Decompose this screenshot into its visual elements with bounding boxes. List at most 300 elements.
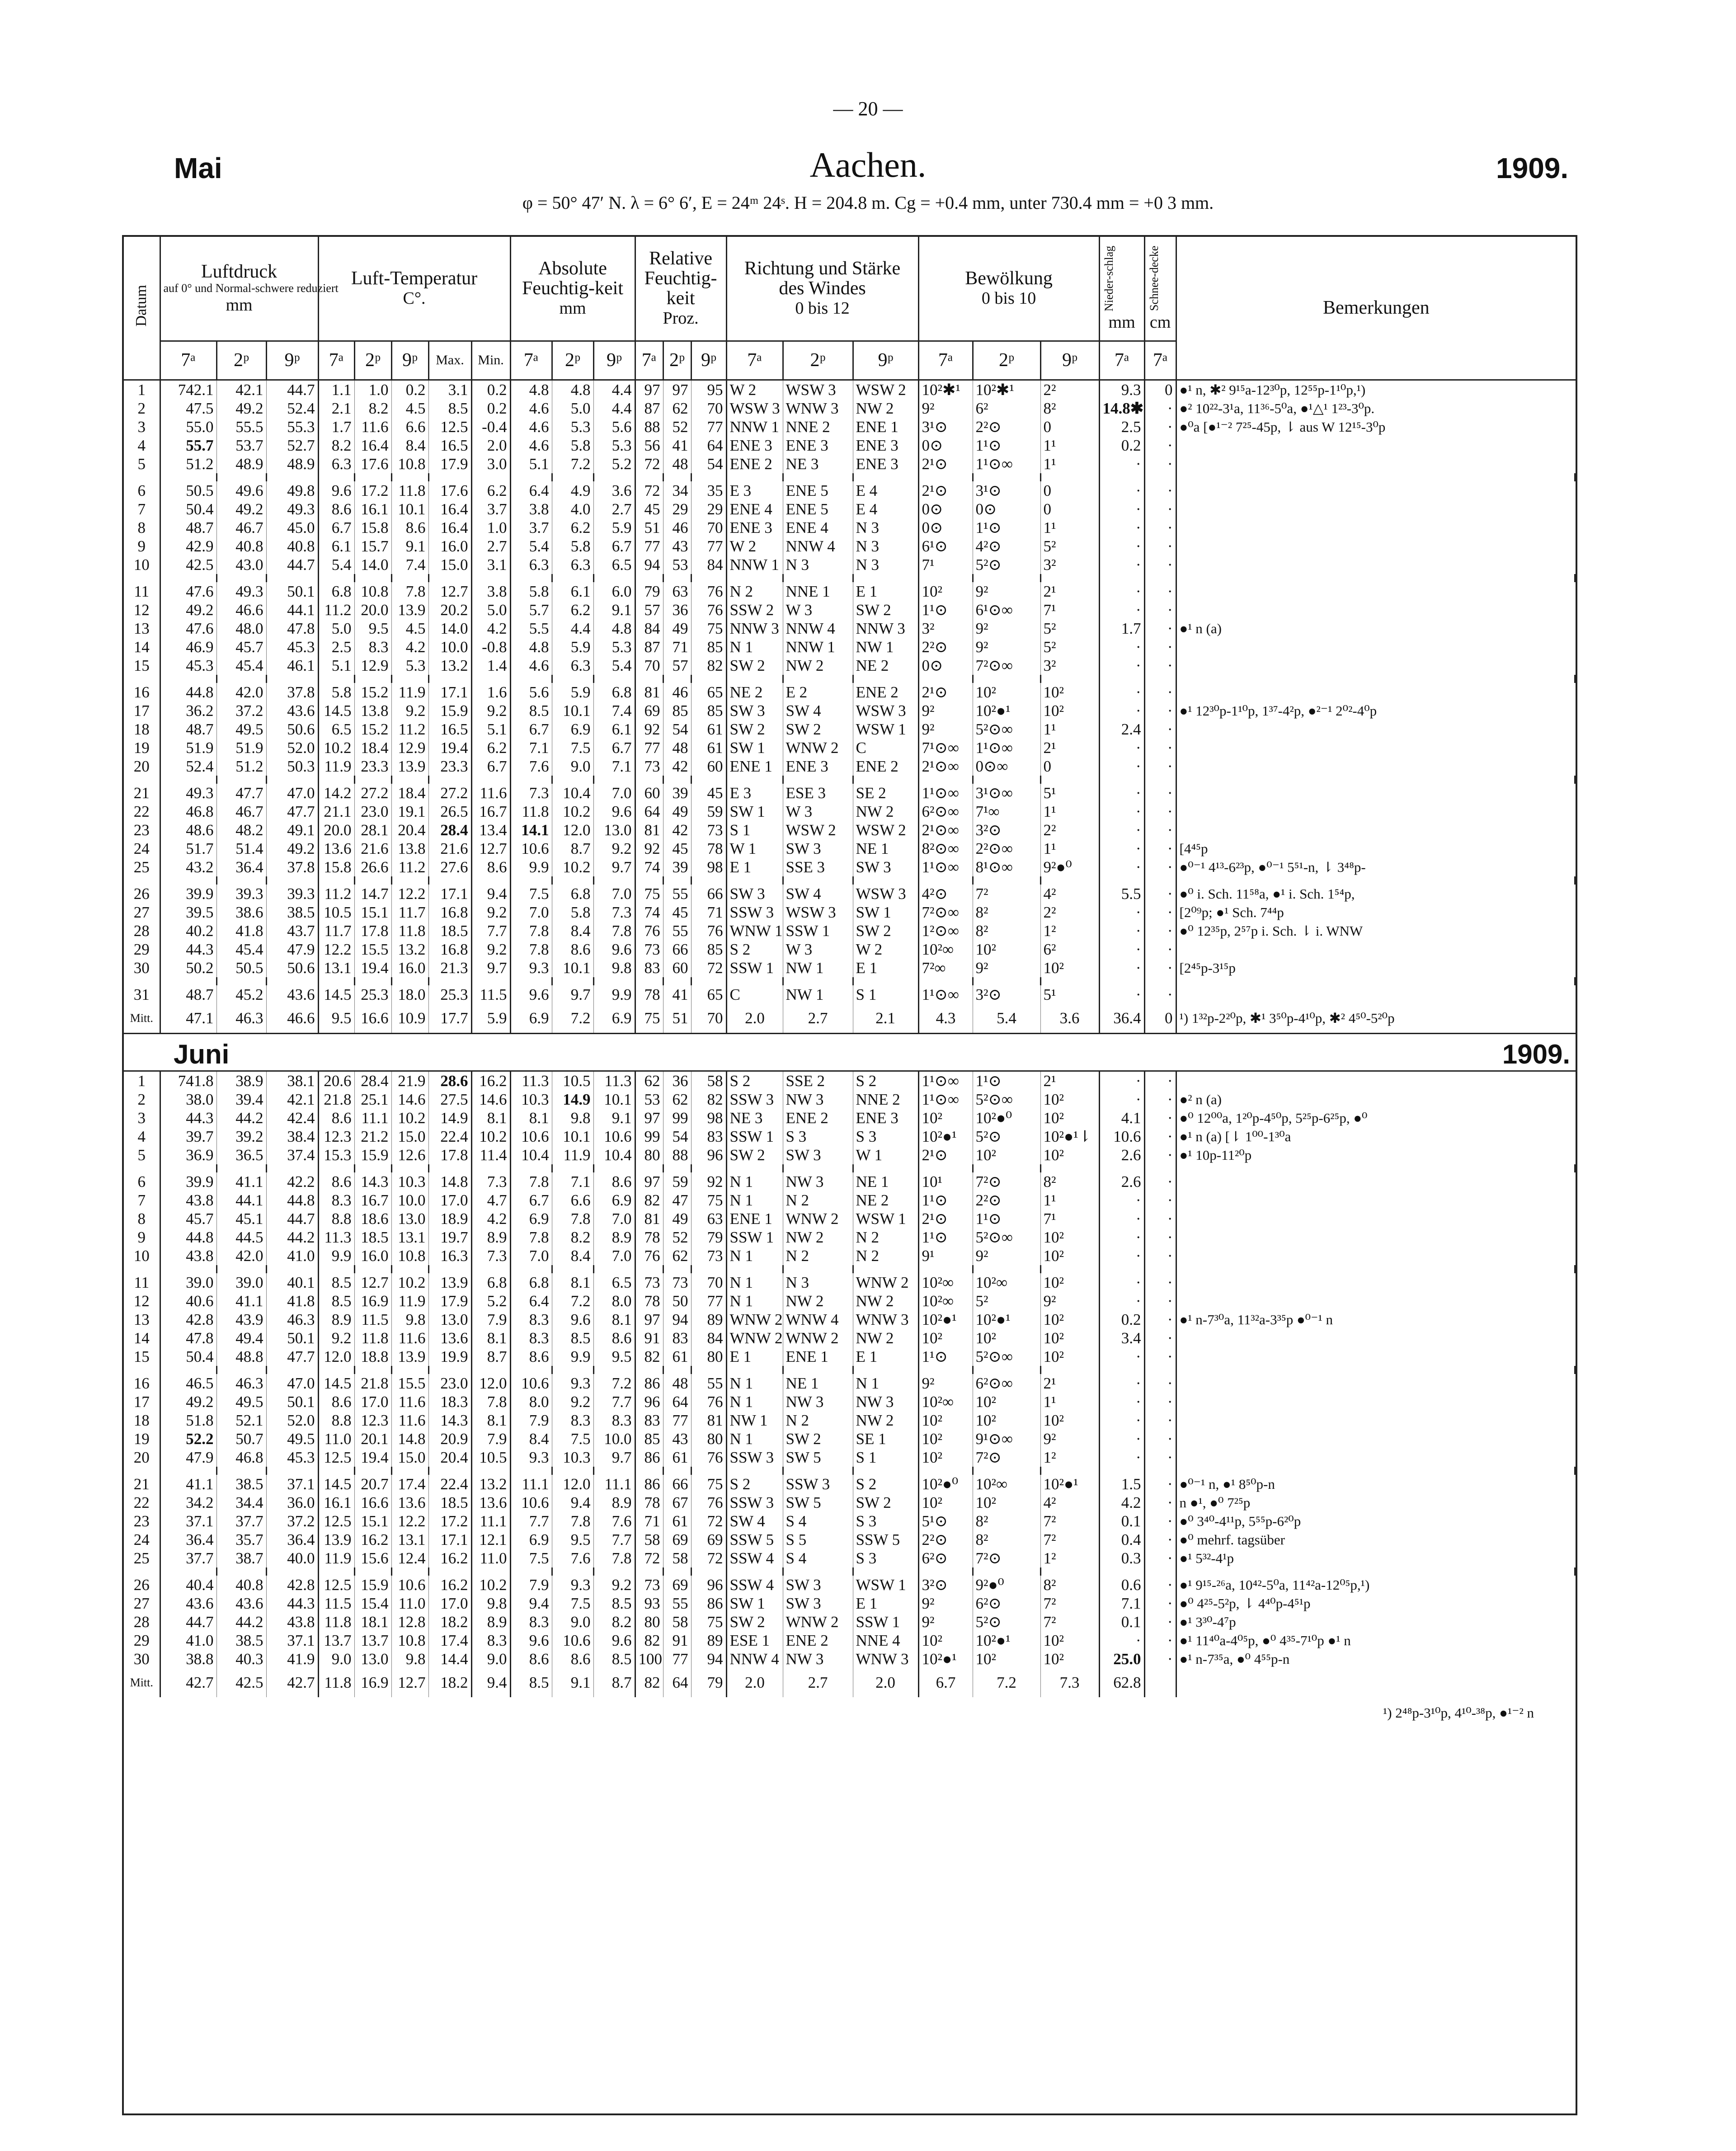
- relhum-7a-cell: 71: [635, 1512, 663, 1530]
- temp-max-cell: 14.4: [428, 1650, 471, 1668]
- precip-cell: 3.4: [1099, 1329, 1144, 1347]
- pressure-9p-cell: 36.4: [266, 1530, 318, 1549]
- snow-cell: ·: [1144, 1576, 1176, 1594]
- pressure-2p-cell: 45.4: [216, 940, 266, 959]
- gap-cell: [918, 1366, 973, 1374]
- temp-min-cell: 8.9: [471, 1613, 510, 1631]
- gap-cell: [1099, 1366, 1144, 1374]
- wind-2p-cell: N 2: [783, 1247, 853, 1265]
- relhum-7a-cell: 87: [635, 638, 663, 656]
- remarks-cell: [1176, 1228, 1575, 1247]
- gap-cell: [1176, 1467, 1575, 1475]
- pressure-2p-cell: 43.9: [216, 1310, 266, 1329]
- relhum-2p-cell: 43: [663, 537, 691, 555]
- temp-max-cell: 17.8: [428, 1146, 471, 1164]
- abshum-9p-cell: 8.0: [593, 1292, 635, 1310]
- cloud-2p-cell: 0⊙: [973, 500, 1040, 518]
- temp-9p-cell: 10.6: [391, 1576, 428, 1594]
- relhum-7a: 7ᵃ: [635, 341, 663, 380]
- wind-7a-cell: S 1: [726, 821, 783, 839]
- precip-cell: ·: [1099, 858, 1144, 876]
- abshum-9p-cell: 6.7: [593, 537, 635, 555]
- gap-cell: [1144, 776, 1176, 784]
- relhum-7a-cell: 97: [635, 381, 663, 399]
- temp-9p-cell: 11.0: [391, 1594, 428, 1613]
- pressure-7a-cell: 52.2: [160, 1430, 216, 1448]
- abshum-7a-cell: 8.5: [510, 701, 552, 720]
- wind-2p-cell: SW 3: [783, 1576, 853, 1594]
- cloud-2p-cell: 10²●¹: [973, 1310, 1040, 1329]
- gap-cell: [216, 1265, 266, 1273]
- row-gap: [124, 473, 1575, 481]
- cloud-9p-cell: 5²: [1040, 638, 1099, 656]
- pressure-2p-cell: 50.5: [216, 959, 266, 977]
- remarks-cell: [1176, 1247, 1575, 1265]
- cloud-9p-cell: 10²●¹⇂: [1040, 1127, 1099, 1146]
- gap-cell: [691, 1567, 726, 1576]
- gap-cell: [391, 1265, 428, 1273]
- temp-7a-cell: 6.5: [318, 720, 354, 739]
- pressure-header: Luftdruck: [201, 261, 277, 282]
- temp-7a-cell: 8.6: [318, 1109, 354, 1127]
- temp-7a-cell: 8.6: [318, 500, 354, 518]
- relhum-2p-cell: 39: [663, 858, 691, 876]
- wind-9p-cell: SSW 5: [853, 1530, 918, 1549]
- pressure-2p-cell: 48.8: [216, 1347, 266, 1366]
- relhum-2p-cell: 46: [663, 683, 691, 701]
- abshum-7a-cell: 5.6: [510, 683, 552, 701]
- precip-cell: 4.2: [1099, 1493, 1144, 1512]
- abshum-2p-cell: 8.4: [552, 922, 593, 940]
- cloud-9p-cell: 1¹: [1040, 1191, 1099, 1210]
- gap-cell: [266, 776, 318, 784]
- wind-9p-cell: NE 2: [853, 656, 918, 675]
- temp-max-cell: 16.5: [428, 436, 471, 455]
- pressure-9p-cell: 40.0: [266, 1549, 318, 1567]
- abshum-9p-cell: 11.1: [593, 1475, 635, 1493]
- gap-cell: [783, 876, 853, 885]
- relhum-9p-cell: 73: [691, 821, 726, 839]
- gap-cell: [1144, 1164, 1176, 1172]
- temp-min-cell: 7.3: [471, 1247, 510, 1265]
- table-row: [124, 985, 1575, 1004]
- cloud-7a-cell: 2¹⊙∞: [918, 821, 973, 839]
- cloud-7a-cell: 0⊙: [918, 436, 973, 455]
- relhum-9p-cell: 80: [691, 1430, 726, 1448]
- gap-cell: [853, 473, 918, 481]
- abshum-2p-cell: 8.2: [552, 1228, 593, 1247]
- relhum-2p-cell: 50: [663, 1292, 691, 1310]
- gap-cell: [354, 675, 391, 683]
- abshum-7a-cell: 10.3: [510, 1090, 552, 1109]
- temp-7a-cell: 20.6: [318, 1072, 354, 1090]
- cloud-unit: 0 bis 10: [981, 289, 1036, 308]
- pressure-9p-cell: 44.7: [266, 1210, 318, 1228]
- relhum-9p: 9ᵖ: [691, 341, 726, 380]
- snow-cell: ·: [1144, 399, 1176, 418]
- cloud-7a-cell: 2¹⊙: [918, 1210, 973, 1228]
- relhum-2p-cell: 83: [663, 1329, 691, 1347]
- wind-2p-cell: NNE 1: [783, 582, 853, 601]
- wind-9p-cell: E 4: [853, 500, 918, 518]
- temp-max-cell: 26.5: [428, 802, 471, 821]
- pressure-7a-cell: 50.4: [160, 500, 216, 518]
- temp-max-cell: 10.0: [428, 638, 471, 656]
- relhum-7a-cell: 85: [635, 1430, 663, 1448]
- temp-min-cell: 6.7: [471, 757, 510, 776]
- wind-2p-cell: N 2: [783, 1191, 853, 1210]
- relhum-2p-cell: 39: [663, 784, 691, 802]
- wind-9p-cell: E 1: [853, 1347, 918, 1366]
- temp-max-cell: 17.6: [428, 481, 471, 500]
- precip-cell: 0.3: [1099, 1549, 1144, 1567]
- temp-2p-cell: 17.8: [354, 922, 391, 940]
- relhum-9p-cell: 76: [691, 1393, 726, 1411]
- temp-9p-cell: 18.0: [391, 985, 428, 1004]
- table-row: [124, 839, 1575, 858]
- pressure-7a-cell: 45.3: [160, 656, 216, 675]
- wind-2p-cell: NW 3: [783, 1090, 853, 1109]
- relhum-7a-cell: 92: [635, 720, 663, 739]
- day-mean: Mitt.: [124, 1668, 160, 1697]
- snow-cell: ·: [1144, 1210, 1176, 1228]
- gap-cell: [510, 977, 552, 985]
- pressure-7a-cell: 39.9: [160, 1172, 216, 1191]
- temp-min-cell: 11.5: [471, 985, 510, 1004]
- day-cell: 1: [124, 381, 160, 399]
- snow-cell: ·: [1144, 1146, 1176, 1164]
- temp-9p-cell: 10.2: [391, 1273, 428, 1292]
- abshum-7a-cell: 10.4: [510, 1146, 552, 1164]
- temp-2p-cell: 15.1: [354, 903, 391, 922]
- pressure-7a-cell: 40.2: [160, 922, 216, 940]
- cloud-7a-cell: 1¹⊙: [918, 1191, 973, 1210]
- snow-mean: [1144, 1668, 1176, 1697]
- table-row: [124, 885, 1575, 903]
- temp-2p-cell: 28.4: [354, 1072, 391, 1090]
- gap-cell: [1040, 876, 1099, 885]
- year-title: 1909.: [1496, 152, 1569, 184]
- gap-cell: [1176, 977, 1575, 985]
- temp-2p-cell: 25.3: [354, 985, 391, 1004]
- gap-cell: [354, 1567, 391, 1576]
- pressure-7a-cell: 50.5: [160, 481, 216, 500]
- pressure-subheader: auf 0° und Normal-schwere reduziert: [163, 282, 339, 295]
- snow-cell: ·: [1144, 1613, 1176, 1631]
- gap-cell: [1176, 876, 1575, 885]
- remarks-cell: [1176, 940, 1575, 959]
- temp-9p-cell: 13.0: [391, 1210, 428, 1228]
- relhum-2p-cell: 49: [663, 1210, 691, 1228]
- pressure-7a-cell: 39.0: [160, 1273, 216, 1292]
- abshum-2p-cell: 10.5: [552, 1072, 593, 1090]
- cloud-2p-cell: 7²: [973, 885, 1040, 903]
- abshum-7a-cell: 7.8: [510, 1172, 552, 1191]
- day-cell: 1: [124, 1072, 160, 1090]
- wind-2p-cell: NW 2: [783, 1292, 853, 1310]
- gap-cell: [160, 776, 216, 784]
- abshum-2p-cell: 6.2: [552, 518, 593, 537]
- remarks-cell: [1176, 1210, 1575, 1228]
- temp-max-cell: 16.4: [428, 500, 471, 518]
- wind-9p-cell: SE 1: [853, 1430, 918, 1448]
- relhum-2p-cell: 66: [663, 940, 691, 959]
- gap-cell: [471, 574, 510, 582]
- precip-cell: 9.3: [1099, 381, 1144, 399]
- cloud-2p-cell: 6²⊙: [973, 1594, 1040, 1613]
- gap-cell: [593, 473, 635, 481]
- gap-cell: [1176, 776, 1575, 784]
- temp-2p-cell: 11.1: [354, 1109, 391, 1127]
- gap-cell: [266, 1567, 318, 1576]
- abshum-9p-mean: 6.9: [593, 1004, 635, 1033]
- abshum-9p-cell: 9.1: [593, 601, 635, 619]
- table-row: [124, 555, 1575, 574]
- temp-7a-cell: 8.9: [318, 1310, 354, 1329]
- cloud-7a-cell: 2¹⊙∞: [918, 757, 973, 776]
- pressure-9p-cell: 45.0: [266, 518, 318, 537]
- temp-2p-cell: 23.0: [354, 802, 391, 821]
- gap-cell: [973, 1567, 1040, 1576]
- pressure-9p-cell: 44.7: [266, 381, 318, 399]
- gap-cell: [973, 675, 1040, 683]
- remarks-cell: [2⁴⁵p-3¹⁵p: [1179, 960, 1236, 976]
- cloud-9p-cell: 10²: [1040, 1411, 1099, 1430]
- row-gap: [124, 776, 1575, 784]
- abshum-2p-cell: 10.1: [552, 959, 593, 977]
- pressure-2p-cell: 40.8: [216, 537, 266, 555]
- wind-7a-cell: SSW 2: [726, 601, 783, 619]
- precip-cell: ·: [1099, 1191, 1144, 1210]
- abshum-7a-cell: 4.6: [510, 418, 552, 436]
- day-cell: 5: [124, 1146, 160, 1164]
- relhum-7a-cell: 78: [635, 985, 663, 1004]
- pressure-2p-cell: 38.5: [216, 1631, 266, 1650]
- abshum-9p-cell: 3.6: [593, 481, 635, 500]
- relhum-9p-cell: 54: [691, 455, 726, 473]
- relhum-2p-cell: 48: [663, 455, 691, 473]
- day-cell: 11: [124, 582, 160, 601]
- temp-2p-cell: 15.1: [354, 1512, 391, 1530]
- wind-7a-cell: N 1: [726, 1374, 783, 1393]
- gap-cell: [552, 876, 593, 885]
- pressure-2p-cell: 41.8: [216, 922, 266, 940]
- cloud-7a-cell: 10²: [918, 1109, 973, 1127]
- temp-min-cell: 3.0: [471, 455, 510, 473]
- pressure-9p-cell: 47.7: [266, 1347, 318, 1366]
- pressure-2p-cell: 48.2: [216, 821, 266, 839]
- abshum-7a-cell: 5.7: [510, 601, 552, 619]
- wind-7a-cell: ENE 1: [726, 757, 783, 776]
- temp-max-cell: 12.7: [428, 582, 471, 601]
- snow-cell: ·: [1144, 1127, 1176, 1146]
- pressure-9p-cell: 52.0: [266, 1411, 318, 1430]
- pressure-9p-cell: 42.4: [266, 1109, 318, 1127]
- temp-9p-cell: 4.5: [391, 619, 428, 638]
- gap-cell: [635, 1265, 663, 1273]
- precip-cell: 2.4: [1099, 720, 1144, 739]
- abshum-7a-cell: 6.8: [510, 1273, 552, 1292]
- abshum-7a-cell: 9.3: [510, 1448, 552, 1467]
- temp-2p-cell: 15.6: [354, 1549, 391, 1567]
- relhum-9p-cell: 77: [691, 1292, 726, 1310]
- temp-7a-cell: 13.6: [318, 839, 354, 858]
- wind-7a-cell: SSW 1: [726, 1228, 783, 1247]
- wind-2p-cell: ENE 4: [783, 518, 853, 537]
- precip-cell: 10.6: [1099, 1127, 1144, 1146]
- june-footnote: ¹) 2⁴⁸p-3¹⁰p, 4¹⁰-³⁸p, ●¹⁻² n: [1383, 1704, 1534, 1721]
- cloud-2p-cell: 8²: [973, 922, 1040, 940]
- wind-9p-cell: NW 2: [853, 1292, 918, 1310]
- gap-cell: [471, 675, 510, 683]
- temp-7a-cell: 15.3: [318, 1146, 354, 1164]
- abshum-7a-cell: 3.7: [510, 518, 552, 537]
- snow-cell: ·: [1144, 959, 1176, 977]
- abshum-2p-cell: 8.6: [552, 1650, 593, 1668]
- wind-2p-cell: NE 1: [783, 1374, 853, 1393]
- relhum-2p-cell: 55: [663, 922, 691, 940]
- wind-7a-cell: NE 2: [726, 683, 783, 701]
- temp-min-mean: 5.9: [471, 1004, 510, 1033]
- wind-7a-cell: SW 3: [726, 885, 783, 903]
- relhum-7a-cell: 51: [635, 518, 663, 537]
- wind-2p-cell: ENE 5: [783, 481, 853, 500]
- temp-min-cell: 11.6: [471, 784, 510, 802]
- abshum-7a-cell: 7.0: [510, 903, 552, 922]
- gap-cell: [1176, 1567, 1575, 1576]
- wind-9p-cell: ENE 3: [853, 455, 918, 473]
- gap-cell: [391, 1567, 428, 1576]
- relhum-7a-cell: 70: [635, 656, 663, 675]
- relhum-2p-cell: 62: [663, 1247, 691, 1265]
- temp-max-cell: 13.0: [428, 1310, 471, 1329]
- pressure-7a-cell: 40.6: [160, 1292, 216, 1310]
- precip-cell: 25.0: [1099, 1650, 1144, 1668]
- remarks-mean: [1176, 1668, 1575, 1697]
- relhum-2p-cell: 47: [663, 1191, 691, 1210]
- table-row: [124, 656, 1575, 675]
- pressure-9p-cell: 37.4: [266, 1146, 318, 1164]
- wind-2p-cell: NW 2: [783, 656, 853, 675]
- wind-2p-cell: ENE 2: [783, 1631, 853, 1650]
- gap-cell: [1099, 1567, 1144, 1576]
- gap-cell: [266, 1265, 318, 1273]
- table-row: [124, 518, 1575, 537]
- gap-cell: [160, 1567, 216, 1576]
- pressure-9p-cell: 55.3: [266, 418, 318, 436]
- temp-7a-cell: 14.5: [318, 985, 354, 1004]
- cloud-9p-cell: 4²: [1040, 885, 1099, 903]
- gap-cell: [510, 1366, 552, 1374]
- cloud-2p-cell: 9²: [973, 1247, 1040, 1265]
- wind-2p-cell: SW 3: [783, 1146, 853, 1164]
- gap-cell: [216, 574, 266, 582]
- temp-7a-cell: 11.5: [318, 1594, 354, 1613]
- temp-9p-cell: 13.6: [391, 1493, 428, 1512]
- remarks-cell: [1176, 739, 1575, 757]
- cloud-7a-cell: 10²●¹: [918, 1127, 973, 1146]
- abshum-2p-cell: 9.4: [552, 1493, 593, 1512]
- abshum-9p-cell: 7.1: [593, 757, 635, 776]
- temp-max-cell: 25.3: [428, 985, 471, 1004]
- table-row: [124, 1430, 1575, 1448]
- wind-9p-mean: 2.0: [853, 1668, 918, 1697]
- relhum-9p-cell: 95: [691, 381, 726, 399]
- pressure-9p-cell: 41.8: [266, 1292, 318, 1310]
- temp-2p-cell: 17.2: [354, 481, 391, 500]
- gap-cell: [1176, 473, 1575, 481]
- day-cell: 8: [124, 1210, 160, 1228]
- gap-cell: [973, 473, 1040, 481]
- pressure-7a-cell: 43.8: [160, 1247, 216, 1265]
- temp-7a-cell: 10.2: [318, 739, 354, 757]
- gap-cell: [318, 473, 354, 481]
- temp-7a-cell: 11.9: [318, 757, 354, 776]
- wind-2p-cell: WNW 2: [783, 739, 853, 757]
- cloud-9p-cell: 1¹: [1040, 518, 1099, 537]
- temp-9p: 9ᵖ: [391, 341, 428, 380]
- wind-2p-cell: NW 1: [783, 985, 853, 1004]
- pressure-2p-cell: 49.5: [216, 1393, 266, 1411]
- gap-cell: [1099, 675, 1144, 683]
- temperature-unit: C°.: [403, 289, 426, 308]
- abshum-7a-mean: 8.5: [510, 1668, 552, 1697]
- temp-7a: 7ᵃ: [318, 341, 354, 380]
- gap-cell: [1099, 977, 1144, 985]
- relhum-9p-cell: 75: [691, 1613, 726, 1631]
- cloud-7a-cell: 7¹⊙∞: [918, 739, 973, 757]
- cloud-7a-cell: 3²⊙: [918, 1576, 973, 1594]
- cloud-9p-cell: 10²: [1040, 1650, 1099, 1668]
- cloud-7a-cell: 10²●⁰: [918, 1475, 973, 1493]
- precip-cell: ·: [1099, 1273, 1144, 1292]
- abshum-9p-cell: 8.9: [593, 1228, 635, 1247]
- snow-cell: ·: [1144, 839, 1176, 858]
- pressure-2p-cell: 37.7: [216, 1512, 266, 1530]
- relhum-9p-cell: 55: [691, 1374, 726, 1393]
- day-cell: 26: [124, 885, 160, 903]
- rel-humidity-header: Relative Feuchtig-keit: [644, 248, 717, 309]
- relhum-9p-cell: 98: [691, 858, 726, 876]
- abs-humidity-header: Absolute Feuchtig-keit: [522, 258, 624, 299]
- cloud-7a-cell: 0⊙: [918, 656, 973, 675]
- gap-cell: [471, 977, 510, 985]
- gap-cell: [635, 977, 663, 985]
- wind-9p-cell: WSW 3: [853, 885, 918, 903]
- gap-cell: [726, 1567, 783, 1576]
- wind-9p: 9ᵖ: [853, 341, 918, 380]
- gap-cell: [160, 1265, 216, 1273]
- cloud-9p-cell: 7²: [1040, 1530, 1099, 1549]
- wind-7a-cell: ENE 3: [726, 518, 783, 537]
- relhum-2p-cell: 64: [663, 1393, 691, 1411]
- relhum-2p-cell: 46: [663, 518, 691, 537]
- temp-2p-cell: 12.9: [354, 656, 391, 675]
- abshum-2p-cell: 9.2: [552, 1393, 593, 1411]
- cloud-7a-cell: 1¹⊙∞: [918, 858, 973, 876]
- relhum-2p-cell: 48: [663, 739, 691, 757]
- remarks-cell: ●⁰⁻¹ 4¹³-6²³p, ●⁰⁻¹ 5⁵¹-n, ⇂ 3⁴⁸p-: [1179, 859, 1366, 875]
- cloud-2p-cell: 3¹⊙∞: [973, 784, 1040, 802]
- gap-cell: [593, 1265, 635, 1273]
- gap-cell: [510, 1567, 552, 1576]
- day-cell: 10: [124, 555, 160, 574]
- table-row: [124, 418, 1575, 436]
- table-row: [124, 1374, 1575, 1393]
- relhum-7a-cell: 96: [635, 1393, 663, 1411]
- precip-cell: ·: [1099, 1393, 1144, 1411]
- temp-9p-cell: 18.4: [391, 784, 428, 802]
